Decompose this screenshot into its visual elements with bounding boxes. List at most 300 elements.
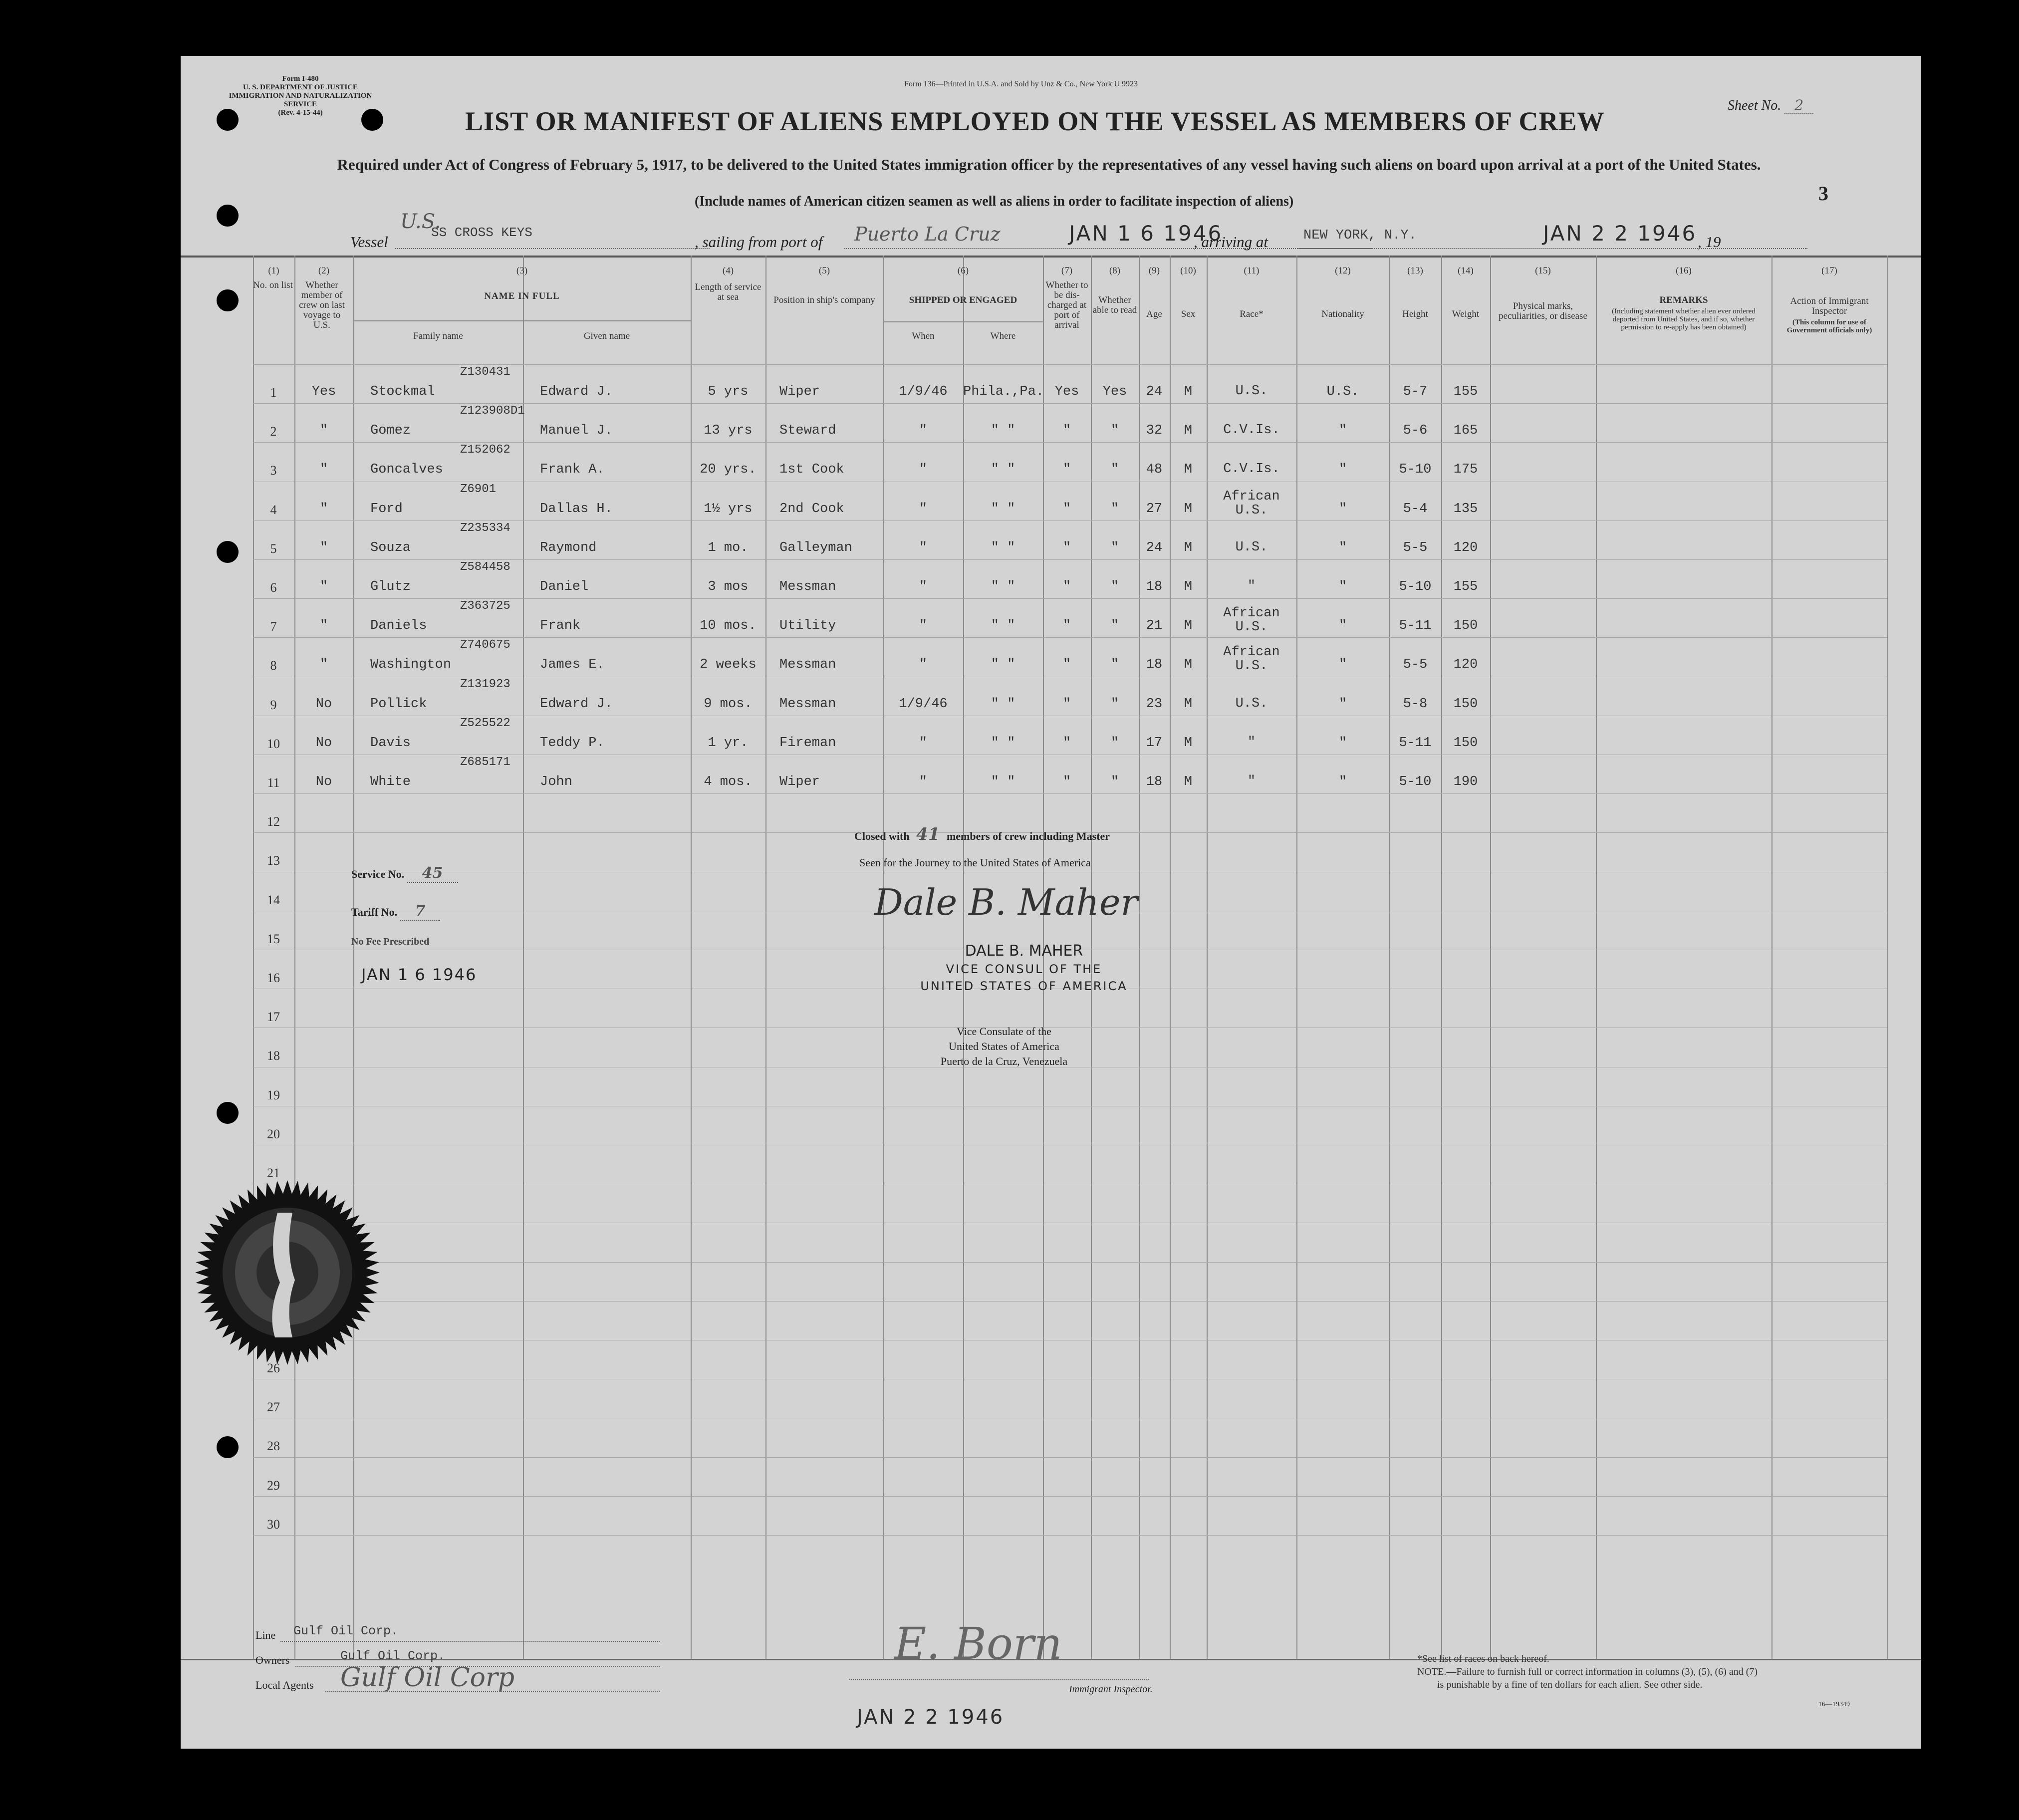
shipped-where-cell: " "	[991, 540, 1015, 555]
race-cell	[1207, 462, 1296, 476]
given-name-cell: Daniel	[540, 579, 589, 594]
row-number: 10	[267, 736, 280, 751]
col-inspector-action: Action of Immigrant Inspector	[1790, 296, 1869, 316]
fee-block	[351, 864, 541, 989]
able-to-read-cell: "	[1110, 735, 1119, 751]
height-cell: 5-10	[1399, 775, 1432, 789]
race-cell	[1207, 579, 1296, 593]
weight-cell: 135	[1453, 501, 1478, 517]
able-to-read-cell: "	[1110, 775, 1119, 789]
consular-seal	[193, 1178, 382, 1370]
shipped-when-cell: "	[919, 657, 928, 673]
row-number: 26	[267, 1361, 280, 1375]
column-number: (11)	[1244, 265, 1260, 276]
manifest-page	[181, 56, 1921, 1749]
seaman-certificate-no: Z131923	[460, 677, 510, 691]
col-sex: Sex	[1181, 309, 1196, 319]
fine-note-1: NOTE.—Failure to furnish full or correct information in columns (3), (5), (6) and (7)	[1417, 1666, 1758, 1677]
age-cell: 27	[1146, 501, 1163, 517]
column-number: (3)	[516, 265, 528, 276]
shipped-where-cell: " "	[991, 657, 1015, 673]
weight-cell: 155	[1453, 579, 1478, 594]
shipped-where-cell: " "	[991, 618, 1015, 634]
col-no-on-list: No. on list	[253, 280, 293, 290]
arriving-underline	[1298, 248, 1807, 249]
consul-title-1: VICE CONSUL OF THE	[946, 962, 1102, 976]
col-remarks: REMARKS	[1659, 295, 1708, 305]
column-number: (15)	[1535, 265, 1551, 276]
given-name-cell: Edward J.	[540, 384, 613, 399]
given-name-cell: Edward J.	[540, 696, 613, 712]
col-race: Race*	[1240, 309, 1263, 319]
shipped-where-cell: " "	[991, 501, 1015, 517]
service-length-cell: 1 yr.	[708, 735, 749, 751]
given-name-cell: Frank A.	[540, 462, 605, 478]
voyage-line	[181, 208, 1921, 253]
column-number: (1)	[268, 265, 279, 276]
position-cell: 1st Cook	[779, 462, 844, 478]
position-cell: Messman	[779, 696, 836, 712]
printer-line: Form 136—Printed in U.S.A. and Sold by Unz & Co., New York U 9923	[904, 80, 1138, 88]
race-line-1: C.V.Is.	[1223, 423, 1280, 438]
service-length-cell: 20 yrs.	[700, 462, 757, 478]
last-voyage-cell: "	[319, 423, 328, 439]
closed-prefix: Closed with	[854, 830, 910, 842]
race-cell	[1207, 423, 1296, 437]
row-number: 4	[270, 502, 277, 517]
shipped-when-cell: "	[919, 423, 928, 439]
discharged-cell: "	[1062, 423, 1071, 439]
weight-cell: 120	[1453, 657, 1478, 673]
column-number: (2)	[318, 265, 330, 276]
column-number: (17)	[1821, 265, 1837, 276]
shipped-when-cell: "	[919, 618, 928, 634]
family-name-cell: Pollick	[370, 696, 427, 712]
position-cell: Messman	[779, 657, 836, 673]
seaman-certificate-no: Z584458	[460, 560, 510, 574]
row-number: 19	[267, 1087, 280, 1102]
col-shipped-engaged: SHIPPED OR ENGAGED	[909, 295, 1017, 305]
sex-cell: M	[1184, 657, 1193, 673]
age-cell: 18	[1146, 775, 1163, 789]
age-cell: 17	[1146, 735, 1163, 751]
sex-cell: M	[1184, 735, 1193, 751]
discharged-cell: "	[1062, 775, 1071, 789]
row-number: 5	[270, 541, 277, 556]
col-inspector-note: (This column for use of Government officials only)	[1786, 318, 1872, 334]
service-line	[351, 864, 458, 882]
arriving-label: , arriving at	[1194, 233, 1268, 251]
row-number: 30	[267, 1517, 280, 1532]
last-voyage-cell: Yes	[311, 384, 336, 399]
closed-suffix: members of crew including Master	[946, 830, 1110, 842]
col-length-of-service: Length of service at sea	[695, 282, 761, 302]
table-row	[181, 598, 1887, 637]
race-line-1: "	[1247, 735, 1256, 750]
row-number: 15	[267, 931, 280, 946]
office-line-3: Puerto de la Cruz, Venezuela	[940, 1055, 1068, 1067]
table-row	[181, 482, 1887, 520]
row-number: 21	[267, 1166, 280, 1180]
shipped-where-cell: Phila.,Pa.	[963, 384, 1044, 399]
seaman-certificate-no: Z740675	[460, 638, 510, 652]
service-name: IMMIGRATION AND NATURALIZATION SERVICE	[229, 92, 372, 108]
shipped-where-cell: " "	[991, 579, 1015, 594]
column-number: (8)	[1109, 265, 1121, 276]
age-cell: 24	[1146, 540, 1163, 555]
sex-cell: M	[1184, 618, 1193, 634]
agents-value: Gulf Oil Corp	[340, 1663, 515, 1693]
height-cell: 5-5	[1403, 657, 1428, 673]
consul-title-2: UNITED STATES OF AMERICA	[920, 979, 1128, 993]
row-rule	[253, 793, 1887, 794]
discharged-cell: "	[1062, 501, 1071, 517]
sailing-label: , sailing from port of	[695, 233, 823, 251]
column-number: (5)	[818, 265, 830, 276]
revision: (Rev. 4-15-44)	[278, 109, 323, 117]
family-name-cell: Ford	[370, 501, 403, 517]
sex-cell: M	[1184, 540, 1193, 555]
tariff-label: Tariff No.	[351, 906, 398, 918]
vessel-name: SS CROSS KEYS	[431, 225, 532, 240]
last-voyage-cell: No	[315, 696, 332, 712]
shipped-where-cell: " "	[991, 775, 1015, 789]
able-to-read-cell: "	[1110, 618, 1119, 634]
height-cell: 5-11	[1399, 618, 1432, 634]
race-line-2: U.S.	[1235, 659, 1268, 674]
row-number: 14	[267, 892, 280, 907]
row-number: 17	[267, 1010, 280, 1025]
service-no: 45	[407, 864, 458, 883]
column-number: (13)	[1407, 265, 1423, 276]
line-value: Gulf Oil Corp.	[293, 1624, 399, 1638]
fee-note: No Fee Prescribed	[351, 936, 430, 947]
row-number: 11	[267, 776, 280, 790]
table-row	[181, 403, 1887, 442]
shipped-where-cell: " "	[991, 423, 1015, 439]
column-rule	[1887, 256, 1888, 1659]
service-length-cell: 5 yrs	[708, 384, 749, 399]
seaman-certificate-no: Z235334	[460, 521, 510, 535]
sheet-label: Sheet No.	[1728, 98, 1781, 113]
shipped-when-cell: "	[919, 579, 928, 594]
col-position: Position in ship's company	[773, 295, 875, 305]
last-voyage-cell: "	[319, 579, 328, 594]
sex-cell: M	[1184, 696, 1193, 712]
able-to-read-cell: "	[1110, 501, 1119, 517]
shipped-when-cell: "	[919, 735, 928, 751]
include-note: (Include names of American citizen seamen as well as aliens in order to facilitate inspection of aliens)	[695, 194, 1294, 209]
given-name-cell: James E.	[540, 657, 605, 673]
family-name-cell: Gomez	[370, 423, 411, 439]
able-to-read-cell: "	[1110, 657, 1119, 673]
row-rule	[253, 1457, 1887, 1458]
position-cell: Wiper	[779, 775, 820, 789]
closed-line	[854, 824, 1110, 844]
shipped-when-cell: "	[919, 775, 928, 789]
able-to-read-cell: "	[1110, 540, 1119, 555]
weight-cell: 155	[1453, 384, 1478, 399]
page-mark: 3	[1818, 182, 1828, 205]
col-name-in-full: NAME IN FULL	[484, 291, 560, 301]
height-cell: 5-10	[1399, 579, 1432, 594]
arriving-port: NEW YORK, N.Y.	[1303, 228, 1417, 243]
discharged-cell: "	[1062, 618, 1071, 634]
row-number: 7	[270, 619, 277, 634]
able-to-read-cell: "	[1110, 423, 1119, 439]
position-cell: Utility	[779, 618, 836, 634]
consul-signature: Dale B. Maher	[874, 881, 1138, 923]
nationality-cell: "	[1338, 462, 1347, 478]
sex-cell: M	[1184, 775, 1193, 789]
owners-label: Owners	[255, 1654, 290, 1666]
col-remarks-note: (Including statement whether alien ever ordered deported from United States, and if so, whether permission to re-apply has been obtained)	[1612, 307, 1756, 331]
seaman-certificate-no: Z363725	[460, 599, 510, 613]
race-line-1: U.S.	[1235, 696, 1268, 711]
nationality-cell: "	[1338, 696, 1347, 712]
tariff-line	[351, 902, 440, 920]
shipped-subrule	[883, 321, 1043, 322]
service-length-cell: 2 weeks	[700, 657, 757, 673]
col-age: Age	[1146, 309, 1162, 319]
inspector-label: Immigrant Inspector.	[1069, 1684, 1153, 1695]
seaman-certificate-no: Z685171	[460, 756, 510, 769]
age-cell: 24	[1146, 384, 1163, 399]
race-line-1: African	[1223, 489, 1280, 504]
family-name-cell: Stockmal	[370, 384, 435, 399]
row-number: 2	[270, 424, 277, 439]
col-physical-marks: Physical marks, peculiarities, or disease	[1499, 301, 1587, 321]
given-name-cell: John	[540, 775, 572, 789]
vessel-label: Vessel	[350, 233, 388, 251]
seen-line: Seen for the Journey to the United States of America	[859, 856, 1091, 869]
position-cell: Steward	[779, 423, 836, 439]
form-id-block	[226, 75, 375, 117]
column-number: (14)	[1458, 265, 1474, 276]
col-nationality: Nationality	[1321, 309, 1364, 319]
consul-stamp	[854, 824, 1204, 1104]
service-length-cell: 10 mos.	[700, 618, 757, 634]
sailing-port: Puerto La Cruz	[854, 223, 1001, 245]
seaman-certificate-no: Z6901	[460, 482, 497, 496]
nationality-cell: "	[1338, 735, 1347, 751]
name-subrule	[353, 320, 691, 321]
sex-cell: M	[1184, 384, 1193, 399]
row-number: 3	[270, 463, 277, 478]
last-voyage-cell: No	[315, 735, 332, 751]
nationality-cell: "	[1338, 540, 1347, 555]
service-length-cell: 13 yrs	[704, 423, 753, 439]
line-label: Line	[255, 1629, 276, 1641]
inspection-date-stamp: JAN 2 2 1946	[857, 1706, 1005, 1729]
table-row	[181, 755, 1887, 793]
table-top-rule	[181, 256, 1921, 258]
shipped-when-cell: 1/9/46	[899, 696, 948, 712]
row-number: 13	[267, 853, 280, 868]
able-to-read-cell: Yes	[1102, 384, 1127, 399]
race-cell	[1207, 697, 1296, 711]
discharged-cell: "	[1062, 579, 1071, 594]
service-label: Service No.	[351, 868, 405, 880]
sex-cell: M	[1184, 579, 1193, 594]
race-cell	[1207, 775, 1296, 788]
consul-name: DALE B. MAHER	[965, 942, 1083, 960]
row-rule	[253, 1496, 1887, 1497]
race-cell	[1207, 490, 1296, 518]
height-cell: 5-10	[1399, 462, 1432, 478]
page-title: LIST OR MANIFEST OF ALIENS EMPLOYED ON THE VESSEL AS MEMBERS OF CREW	[465, 106, 1605, 136]
row-rule	[253, 1262, 1887, 1263]
position-cell: 2nd Cook	[779, 501, 844, 517]
fee-date-stamp: JAN 1 6 1946	[361, 965, 477, 984]
discharged-cell: "	[1062, 657, 1071, 673]
race-line-1: African	[1223, 606, 1280, 621]
vessel-underline	[395, 248, 710, 249]
nationality-cell: "	[1338, 579, 1347, 594]
year-label: , 19	[1698, 233, 1721, 251]
print-code: 16—19349	[1818, 1701, 1850, 1708]
race-cell	[1207, 736, 1296, 750]
last-voyage-cell: "	[319, 540, 328, 555]
vessel-prefix: U.S.	[400, 210, 441, 233]
col-last-voyage: Whether member of crew on last voyage to U.S.	[299, 280, 345, 330]
shipped-when-cell: "	[919, 501, 928, 517]
col-when: When	[912, 331, 935, 341]
height-cell: 5-6	[1403, 423, 1428, 439]
discharged-cell: Yes	[1054, 384, 1079, 399]
given-name-cell: Manuel J.	[540, 423, 613, 439]
race-line-1: African	[1223, 645, 1280, 660]
sex-cell: M	[1184, 462, 1193, 478]
height-cell: 5-8	[1403, 696, 1428, 712]
shipped-where-cell: " "	[991, 696, 1015, 712]
arriving-date-stamp: JAN 2 2 1946	[1543, 221, 1697, 246]
fine-note-2: is punishable by a fine of ten dollars for each alien. See other side.	[1437, 1679, 1703, 1690]
race-cell	[1207, 645, 1296, 673]
service-length-cell: 4 mos.	[704, 775, 753, 789]
family-name-cell: Washington	[370, 657, 452, 673]
discharged-cell: "	[1062, 540, 1071, 555]
family-name-cell: White	[370, 775, 411, 789]
weight-cell: 150	[1453, 618, 1478, 634]
seaman-certificate-no: Z130431	[460, 365, 510, 379]
position-cell: Wiper	[779, 384, 820, 399]
seaman-certificate-no: Z152062	[460, 443, 510, 457]
nationality-cell: "	[1338, 423, 1347, 439]
weight-cell: 150	[1453, 735, 1478, 751]
sailing-date-stamp: JAN 1 6 1946	[1069, 221, 1223, 246]
age-cell: 48	[1146, 462, 1163, 478]
height-cell: 5-5	[1403, 540, 1428, 555]
inspector-signature: E. Born	[894, 1618, 1062, 1669]
row-rule	[253, 1535, 1887, 1536]
nationality-cell: "	[1338, 618, 1347, 634]
position-cell: Fireman	[779, 735, 836, 751]
agents-label: Local Agents	[255, 1679, 314, 1691]
able-to-read-cell: "	[1110, 462, 1119, 478]
nationality-cell: "	[1338, 657, 1347, 673]
given-name-cell: Frank	[540, 618, 581, 634]
family-name-cell: Souza	[370, 540, 411, 555]
row-number: 8	[270, 658, 277, 673]
line-underline	[280, 1641, 660, 1642]
race-cell	[1207, 384, 1296, 398]
race-line-1: U.S.	[1235, 539, 1268, 555]
height-cell: 5-4	[1403, 501, 1428, 517]
weight-cell: 175	[1453, 462, 1478, 478]
table-row	[181, 364, 1887, 403]
seaman-certificate-no: Z525522	[460, 716, 510, 730]
column-number: (16)	[1676, 265, 1692, 276]
table-row	[181, 520, 1887, 559]
height-cell: 5-7	[1403, 384, 1428, 399]
able-to-read-cell: "	[1110, 579, 1119, 594]
row-number: 18	[267, 1048, 280, 1063]
row-number: 6	[270, 580, 277, 595]
agents-underline	[325, 1691, 660, 1692]
family-name-cell: Davis	[370, 735, 411, 751]
col-where: Where	[990, 331, 1016, 341]
tariff-no: 7	[400, 902, 441, 921]
footer	[181, 1618, 1921, 1748]
age-cell: 18	[1146, 657, 1163, 673]
sex-cell: M	[1184, 501, 1193, 517]
height-cell: 5-11	[1399, 735, 1432, 751]
table-row	[181, 716, 1887, 755]
column-number: (12)	[1335, 265, 1351, 276]
col-discharged: Whether to be dis-charged at port of arrival	[1045, 280, 1088, 330]
row-number: 27	[267, 1400, 280, 1415]
shipped-where-cell: " "	[991, 735, 1015, 751]
shipped-when-cell: 1/9/46	[899, 384, 948, 399]
col-given-name: Given name	[583, 331, 630, 341]
race-cell	[1207, 540, 1296, 554]
sex-cell: M	[1184, 423, 1193, 439]
shipped-where-cell: " "	[991, 462, 1015, 478]
race-line-1: C.V.Is.	[1223, 462, 1280, 477]
position-cell: Galleyman	[779, 540, 852, 555]
last-voyage-cell: "	[319, 618, 328, 634]
office-line-2: United States of America	[949, 1040, 1059, 1052]
weight-cell: 190	[1453, 775, 1478, 789]
sheet-value: 2	[1784, 97, 1813, 114]
age-cell: 23	[1146, 696, 1163, 712]
inspector-underline	[849, 1679, 1149, 1680]
department: U. S. DEPARTMENT OF JUSTICE	[243, 83, 358, 91]
weight-cell: 150	[1453, 696, 1478, 712]
crew-count: 41	[916, 824, 940, 844]
column-number: (4)	[722, 265, 734, 276]
discharged-cell: "	[1062, 696, 1071, 712]
row-number: 9	[270, 697, 277, 712]
race-line-1: "	[1247, 579, 1256, 594]
family-name-cell: Daniels	[370, 618, 427, 634]
nationality-cell: U.S.	[1326, 384, 1359, 399]
consulate-office	[854, 1024, 1154, 1069]
age-cell: 18	[1146, 579, 1163, 594]
race-line-2: U.S.	[1235, 503, 1268, 518]
weight-cell: 120	[1453, 540, 1478, 555]
last-voyage-cell: No	[315, 775, 332, 789]
service-length-cell: 1½ yrs	[704, 501, 753, 517]
able-to-read-cell: "	[1110, 696, 1119, 712]
last-voyage-cell: "	[319, 501, 328, 517]
column-number: (6)	[957, 265, 969, 276]
column-number: (9)	[1148, 265, 1160, 276]
family-name-cell: Goncalves	[370, 462, 443, 478]
age-cell: 21	[1146, 618, 1163, 634]
nationality-cell: "	[1338, 775, 1347, 789]
